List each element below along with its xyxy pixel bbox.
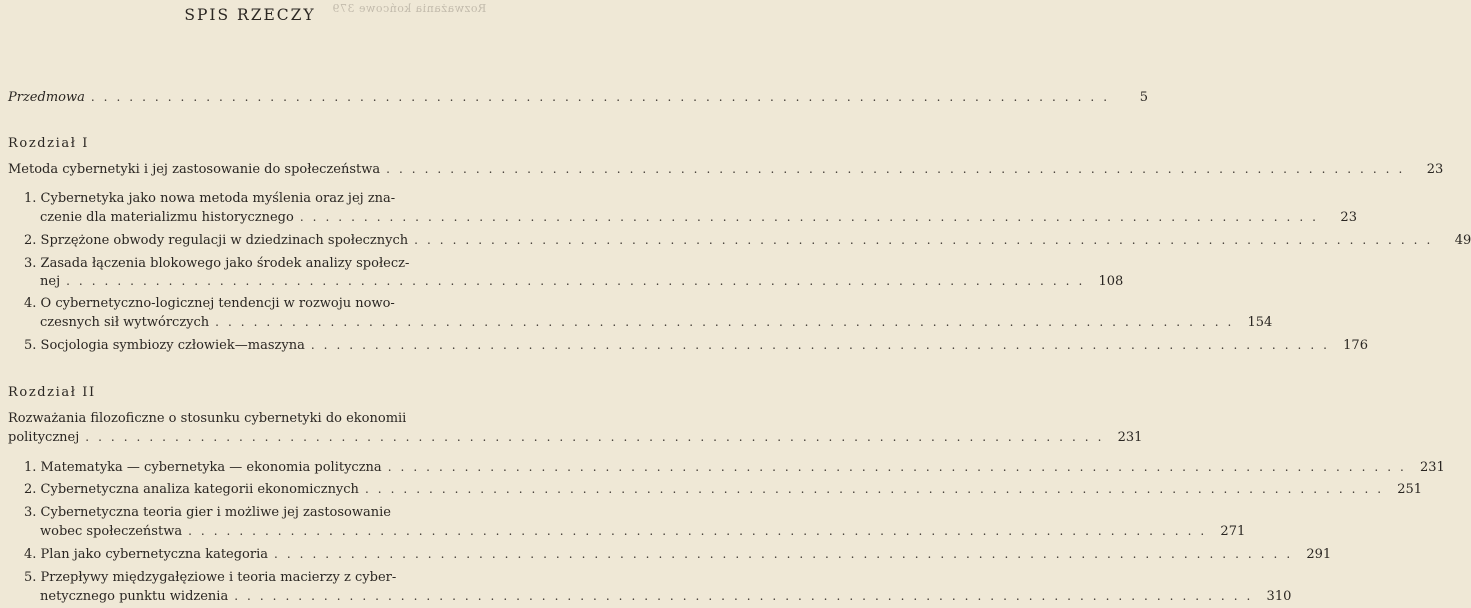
entry-page: 231 xyxy=(1420,460,1445,475)
entry-label: wobec społeczeństwa xyxy=(40,524,183,539)
toc-entry[interactable] xyxy=(24,547,1332,562)
entry-page: 271 xyxy=(1220,524,1246,539)
entry-label: czesnych sił wytwórczych xyxy=(40,315,210,330)
toc-entry-line[interactable] xyxy=(24,524,1246,539)
toc-entry-chapter1[interactable] xyxy=(8,162,1444,177)
leader-dots: ................................................................................ xyxy=(364,482,1391,496)
leader-dots: ................................................................................ xyxy=(299,210,1325,224)
entry-page: 176 xyxy=(1343,338,1368,353)
entry-page: 23 xyxy=(1426,162,1444,177)
leader-dots: ................................................................................ xyxy=(66,274,1092,288)
entry-page: 251 xyxy=(1397,482,1423,497)
toc-entry[interactable] xyxy=(24,338,1368,353)
leader-dots: ................................................................................ xyxy=(310,338,1336,352)
toc-entry[interactable] xyxy=(24,460,1445,475)
page-title: SPIS RZECZY xyxy=(184,6,316,24)
toc-entry-line[interactable] xyxy=(24,274,1124,289)
toc-entry-line[interactable] xyxy=(24,589,1292,604)
entry-page: 23 xyxy=(1340,210,1357,225)
leader-dots: ................................................................................ xyxy=(234,589,1260,603)
entry-label: 4. Plan jako cybernetyczna kategoria xyxy=(24,547,269,562)
bleed-through-text: Rozważania końcowe 379 xyxy=(331,2,486,15)
toc-entry-line[interactable]: Rozważania filozoficzne o stosunku cybernetyki do ekonomii xyxy=(8,411,407,426)
toc-entry-line[interactable]: 5. Przepływy międzygałęziowe i teoria macierzy z cyber- xyxy=(24,570,397,585)
entry-page: 5 xyxy=(1139,90,1149,105)
entry-label: netycznego punktu widzenia xyxy=(40,589,229,604)
entry-page: 108 xyxy=(1098,274,1124,289)
leader-dots: ................................................................................ xyxy=(274,547,1300,561)
toc-entry-line[interactable]: 1. Cybernetyka jako nowa metoda myślenia oraz jej zna- xyxy=(24,191,396,206)
chapter-heading: Rozdział I xyxy=(8,136,90,151)
leader-dots: ................................................................................ xyxy=(90,90,1117,104)
toc-entry-line[interactable]: 3. Cybernetyczna teoria gier i możliwe jej zastosowanie xyxy=(24,505,391,520)
entry-label: czenie dla materializmu historycznego xyxy=(40,210,294,225)
leader-dots: ................................................................................ xyxy=(386,162,1412,176)
leader-dots: ................................................................................ xyxy=(215,315,1241,329)
leader-dots: ................................................................................ xyxy=(85,430,1111,444)
toc-entry-chapter2[interactable] xyxy=(8,430,1143,445)
toc-entry[interactable] xyxy=(24,482,1423,497)
entry-page: 310 xyxy=(1266,589,1292,604)
chapter-heading: Rozdział II xyxy=(8,385,96,400)
entry-label: 2. Cybernetyczna analiza kategorii ekonomicznych xyxy=(24,482,359,497)
entry-label: Metoda cybernetyki i jej zastosowanie do społeczeństwa xyxy=(8,162,381,177)
toc-entry-line[interactable]: 3. Zasada łączenia blokowego jako środek analizy społecz- xyxy=(24,256,410,271)
entry-page: 291 xyxy=(1306,547,1332,562)
leader-dots: ................................................................................ xyxy=(387,460,1413,474)
entry-page: 49 xyxy=(1454,233,1471,248)
entry-page: 231 xyxy=(1117,430,1143,445)
entry-label: 1. Matematyka — cybernetyka — ekonomia polityczna xyxy=(24,460,382,475)
entry-label: nej xyxy=(40,274,61,289)
entry-label: Przedmowa xyxy=(8,90,85,105)
toc-entry[interactable] xyxy=(24,233,1471,248)
toc-entry-line[interactable] xyxy=(24,315,1273,330)
entry-label: politycznej xyxy=(8,430,80,445)
toc-entry-line[interactable] xyxy=(24,210,1357,225)
toc-entry-preface[interactable] xyxy=(8,90,1149,105)
entry-page: 154 xyxy=(1247,315,1273,330)
leader-dots: ................................................................................ xyxy=(188,524,1214,538)
leader-dots: ................................................................................ xyxy=(414,233,1440,247)
entry-label: 2. Sprzężone obwody regulacji w dziedzinach społecznych xyxy=(24,233,409,248)
toc-entry-line[interactable]: 4. O cybernetyczno-logicznej tendencji w rozwoju nowo- xyxy=(24,296,395,311)
entry-label: 5. Socjologia symbiozy człowiek—maszyna xyxy=(24,338,305,353)
